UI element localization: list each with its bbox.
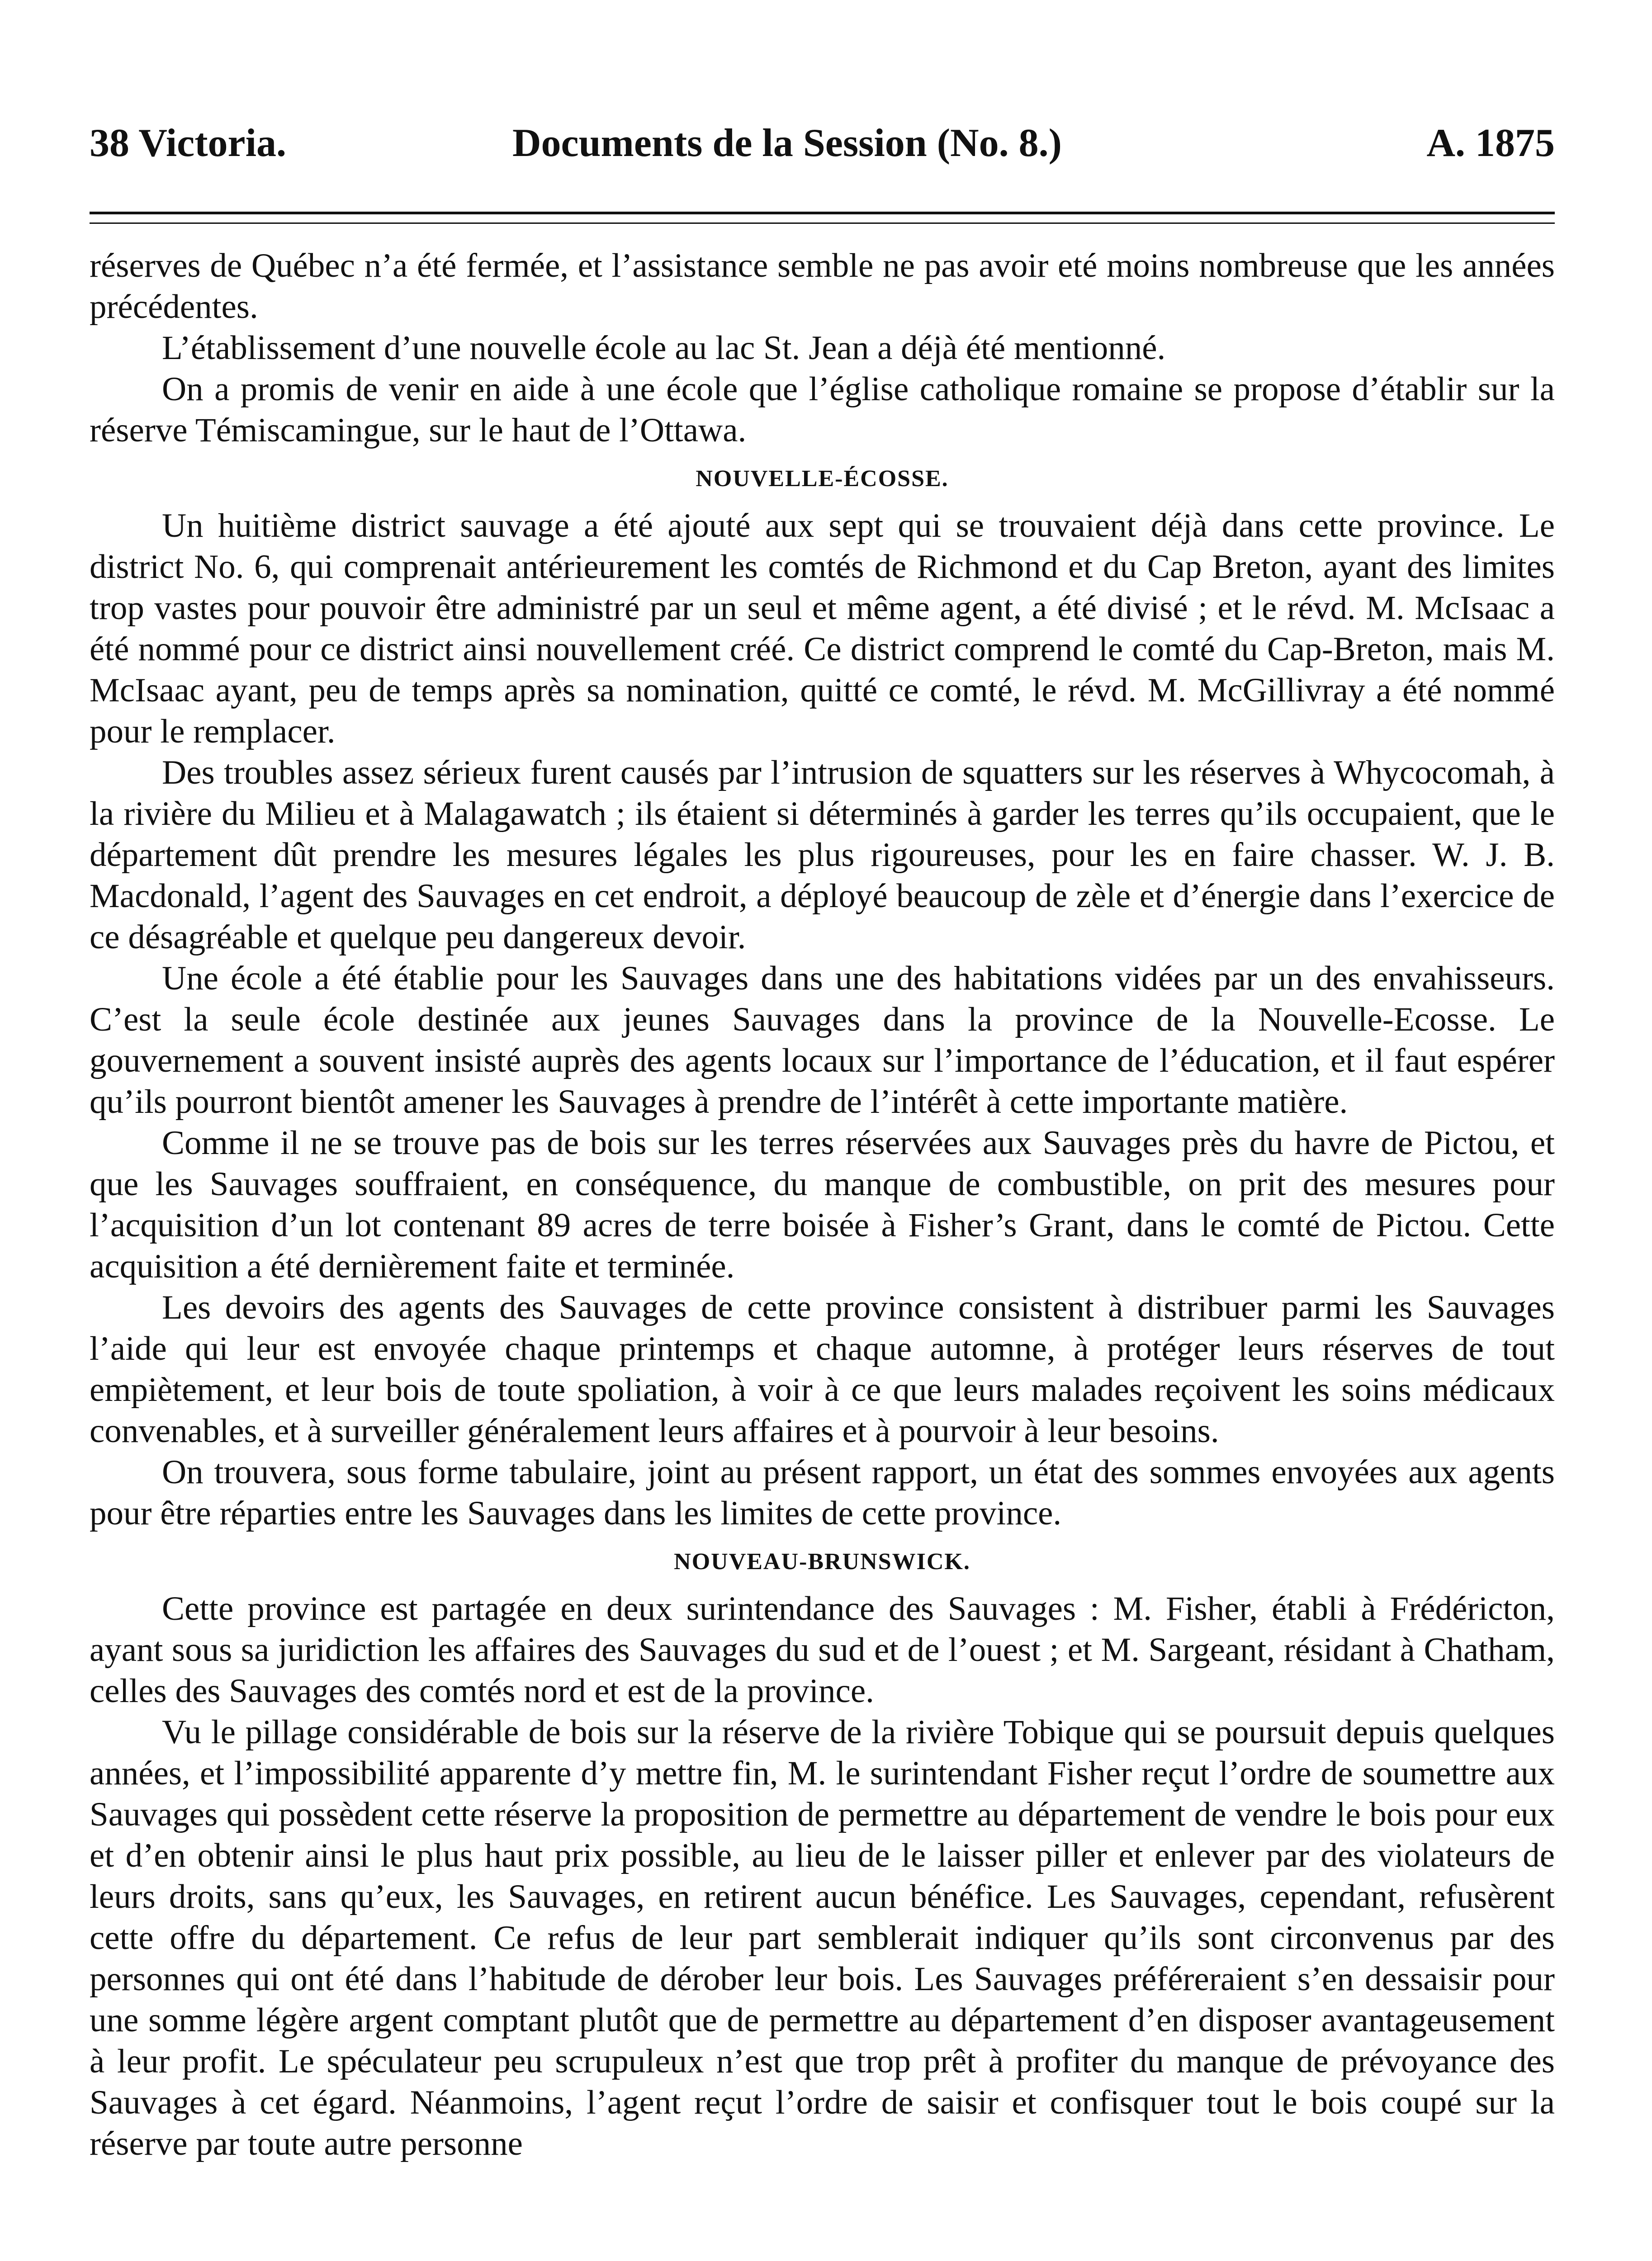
section-heading-nouvelle-ecosse: NOUVELLE-ÉCOSSE. xyxy=(696,466,949,492)
paragraph: Une école a été établie pour les Sauvages dans une des habitations vidées par un des envahisseurs. C’est la seule école destinée aux jeunes Sauvages dans la province de la Nouvelle-Ecosse. Le gouvernement a souvent insisté auprès des agents locaux sur l’importance de l’éducation, et il faut espérer qu’ils pourront bientôt amener les Sauvages à prendre de l’intérêt à cette importante matière. xyxy=(90,960,1555,1121)
paragraph: Comme il ne se trouve pas de bois sur les terres réservées aux Sauvages près du havre de Pictou, et que les Sauvages souffraient, en conséquence, du manque de combustible, on prit des mesures pour l’acquisition d’un lot contenant 89 acres de terre boisée à Fisher’s Grant, dans le comté de Pictou. Cette acquisition a été dernièrement faite et terminée. xyxy=(90,1124,1555,1285)
paragraph: Un huitième district sauvage a été ajouté aux sept qui se trouvaient déjà dans cette province. Le district No. 6, qui comprenait antérieurement les comtés de Richmond et du Cap Breton, ayant des limites trop vastes pour pouvoir être administré par un seul et même agent, a été divisé ; et le révd. M. McIsaac a été nommé pour ce district ainsi nouvellement créé. Ce district comprend le comté du Cap-Breton, mais M. McIsaac ayant, peu de temps après sa nomination, quitté ce comté, le révd. M. McGillivray a été nommé pour le remplacer. xyxy=(90,507,1555,750)
section-heading-nouveau-brunswick: NOUVEAU-BRUNSWICK. xyxy=(674,1549,970,1575)
paragraph: L’établissement d’une nouvelle école au lac St. Jean a déjà été mentionné. xyxy=(162,329,1166,367)
header-rule-thick xyxy=(90,212,1555,214)
paragraph: On trouvera, sous forme tabulaire, joint au présent rapport, un état des sommes envoyées aux agents pour être réparties entre les Sauvages dans les limites de cette province. xyxy=(90,1453,1555,1532)
header-title: Documents de la Session (No. 8.) xyxy=(512,121,1062,165)
header-volume: 38 Victoria. xyxy=(90,121,287,165)
paragraph: Les devoirs des agents des Sauvages de cette province consistent à distribuer parmi les Sauvages l’aide qui leur est envoyée chaque printemps et chaque automne, à protéger leurs réserves de tout empiètement, et leur bois de toute spoliation, à voir à ce que leurs malades reçoivent les soins médicaux convenables, et à surveiller généralement leurs affaires et à pourvoir à leur besoins. xyxy=(90,1289,1555,1450)
body-text xyxy=(90,245,1555,2164)
paragraph: Vu le pillage considérable de bois sur la réserve de la rivière Tobique qui se poursuit depuis quelques années, et l’impossibilité apparente d’y mettre fin, M. le surintendant Fisher reçut l’ordre de soumettre aux Sauvages qui possèdent cette réserve la proposition de permettre au département de vendre le bois pour eux et d’en obtenir ainsi le plus haut prix possible, au lieu de le laisser piller et enlever par des violateurs de leurs droits, sans qu’eux, les Sauvages, en retirent aucun bénéfice. Les Sauvages, cependant, refusèrent cette offre du département. Ce refus de leur part semblerait indiquer qu’ils sont circonvenus par des personnes qui ont été dans l’habitude de dérober leur bois. Les Sauvages préféreraient s’en dessaisir pour une somme légère argent comptant plutôt que de permettre au département d’en disposer avantageusement à leur profit. Le spéculateur peu scrupuleux n’est que trop prêt à profiter du manque de prévoyance des Sauvages à cet égard. Néanmoins, l’agent reçut l’ordre de saisir et confisquer tout le bois coupé sur la réserve par toute autre personne xyxy=(90,1713,1555,2162)
paragraph: réserves de Québec n’a été fermée, et l’assistance semble ne pas avoir eté moins nombreuse que les années précédentes. xyxy=(90,247,1555,326)
header-rule-thin xyxy=(90,222,1555,224)
paragraph: On a promis de venir en aide à une école que l’église catholique romaine se propose d’établir sur la réserve Témiscamingue, sur le haut de l’Ottawa. xyxy=(90,370,1555,449)
header-year: A. 1875 xyxy=(1426,121,1555,165)
paragraph: Cette province est partagée en deux surintendance des Sauvages : M. Fisher, établi à Frédéricton, ayant sous sa juridiction les affaires des Sauvages du sud et de l’ouest ; et M. Sargeant, résidant à Chatham, celles des Sauvages des comtés nord et est de la province. xyxy=(90,1590,1555,1710)
paragraph: Des troubles assez sérieux furent causés par l’intrusion de squatters sur les réserves à Whycocomah, à la rivière du Milieu et à Malagawatch ; ils étaient si déterminés à garder les terres qu’ils occupaient, que le département dût prendre les mesures légales les plus rigoureuses, pour les en faire chasser. W. J. B. Macdonald, l’agent des Sauvages en cet endroit, a déployé beaucoup de zèle et d’énergie dans l’exercice de ce désagréable et quelque peu dangereux devoir. xyxy=(90,754,1555,956)
running-header xyxy=(90,118,1555,168)
